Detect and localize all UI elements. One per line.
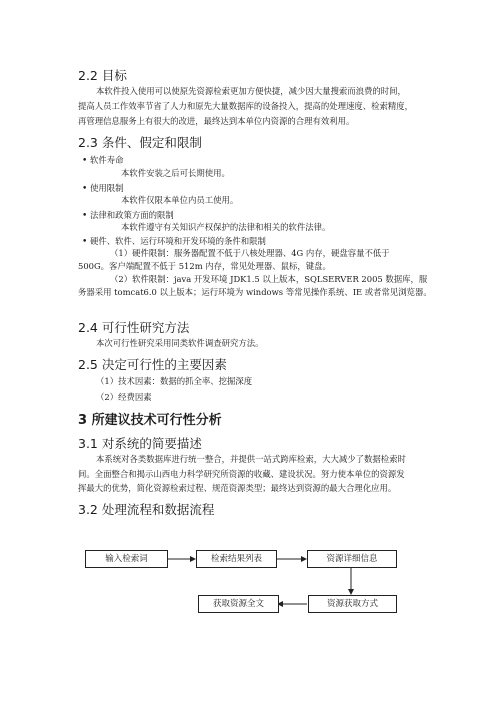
flow-node-get-fulltext: 获取资源全文: [198, 595, 279, 613]
bullet-text: 本软件安装之后可长期使用。: [121, 168, 230, 178]
paragraph-line: （2）软件限制：java 开发环境 JDK1.5 以上版本，SQLSERVER 2005 数据库，服: [110, 274, 428, 284]
bullet-icon: •: [82, 211, 88, 221]
paragraph-line: 间。全面整合和揭示山西电力科学研究所资源的收藏、建设状况。努力使本单位的资源发: [78, 469, 405, 479]
paragraph-line: （1）硬件限制：服务器配置不低于八核处理器、4G 内存，硬盘容量不低于: [110, 248, 390, 258]
bullet-icon: •: [82, 184, 88, 194]
paragraph-line: 本系统对各类数据库进行统一整合，并提供一站式跨库检索，大大减少了数据检索时: [96, 454, 406, 464]
heading-2-3: 2.3 条件、假定和限制: [78, 135, 202, 150]
paragraph-line: 提高人员工作效率节省了人力和原先大量数据库的设备投入，提高的处理速度、检索精度，: [78, 101, 413, 111]
paragraph-line: 挥最大的优势，简化资源检索过程、规范资源类型；最终达到资源的最大合理化应用。: [78, 483, 397, 493]
bullet-item: • 软件寿命: [82, 155, 124, 166]
list-item: （2）经费因素: [96, 392, 152, 402]
flow-node-access-method: 资源获取方式: [308, 595, 397, 613]
paragraph-line: 本次可行性研究采用同类软件调查研究方法。: [96, 338, 264, 348]
heading-3-1: 3.1 对系统的简要描述: [78, 436, 202, 451]
flow-node-result-list: 检索结果列表: [196, 550, 277, 568]
paragraph-line: 务器采用 tomcat6.0 以上版本；运行环境为 windows 等常见操作系统、IE 或者常见浏览器。: [78, 287, 432, 297]
list-item: （1）技术因素：数据的抓全率、挖掘深度: [96, 376, 253, 386]
paragraph-line: 500G。客户端配置不低于 512m 内存，常见处理器、鼠标，键盘。: [78, 261, 331, 271]
paragraph-line: 再管理信息服务上有很大的改进，最终达到本单位内资源的合理有效利用。: [78, 116, 355, 126]
paragraph-line: 本软件投入使用可以使原先资源检索更加方便快捷，减少因大量搜索而浪费的时间，: [96, 86, 406, 96]
heading-3-2: 3.2 处理流程和数据流程: [78, 502, 215, 517]
heading-2-5: 2.5 决定可行性的主要因素: [78, 357, 227, 372]
bullet-item: • 硬件、软件、运行环境和开发环境的条件和限制: [82, 236, 266, 247]
flow-node-input-keyword: 输入检索词: [85, 550, 168, 568]
heading-2-4: 2.4 可行性研究方法: [78, 320, 190, 335]
bullet-item: • 法律和政策方面的限制: [82, 210, 174, 221]
bullet-text: 本软件仅限本单位内员工使用。: [121, 195, 239, 205]
flow-node-resource-detail: 资源详细信息: [307, 550, 397, 568]
bullet-text: 本软件遵守有关知识产权保护的法律和相关的软件法律。: [121, 222, 331, 232]
heading-3: 3 所建议技术可行性分析: [78, 413, 222, 428]
bullet-icon: •: [82, 156, 88, 166]
bullet-item: • 使用限制: [82, 183, 124, 194]
heading-2-2: 2.2 目标: [78, 68, 127, 83]
bullet-icon: •: [82, 237, 88, 247]
